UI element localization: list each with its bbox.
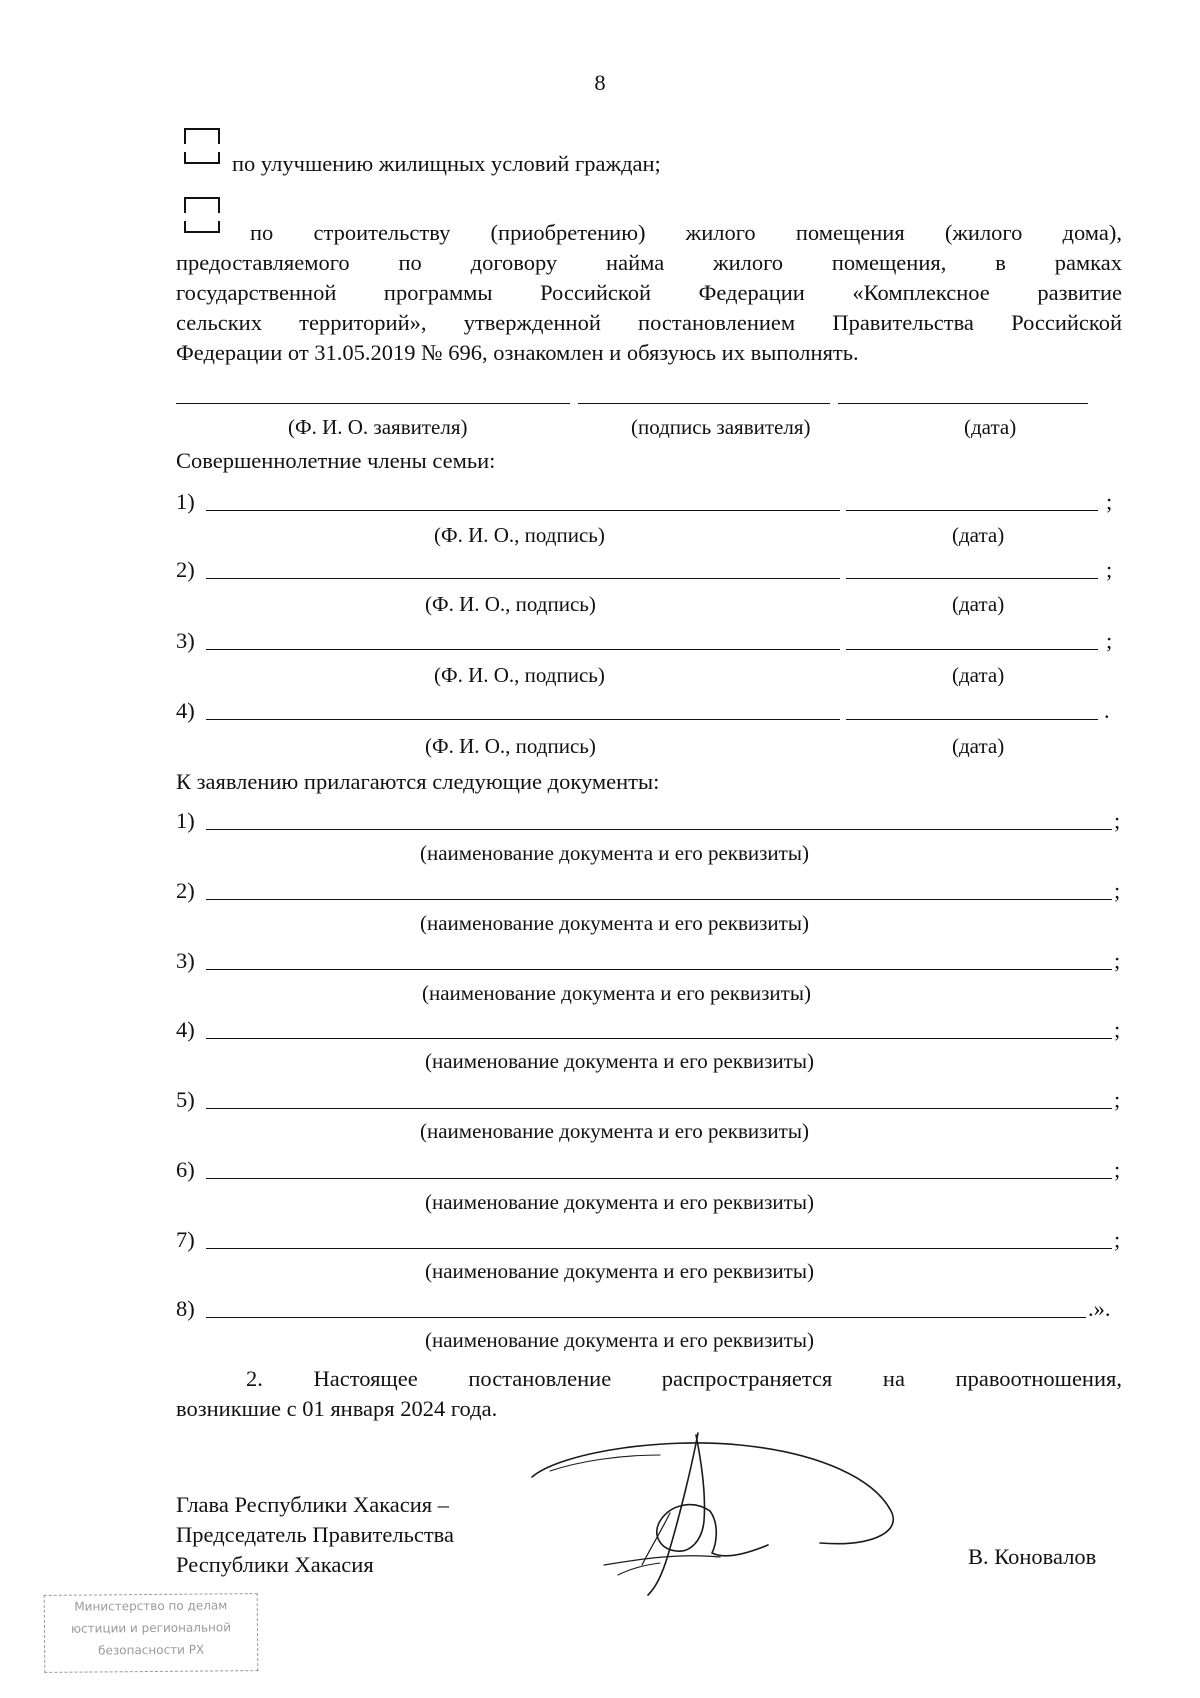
item-terminator: ;	[1114, 808, 1121, 833]
item-terminator: .».	[1088, 1296, 1111, 1321]
family-fio-caption: (Ф. И. О., подпись)	[425, 592, 596, 616]
item-terminator: ;	[1106, 628, 1113, 653]
item-number: 4)	[176, 1017, 195, 1042]
item-terminator: ;	[1106, 489, 1113, 514]
clause-2-line: 2. Настоящее постановление распространяется на правоотношения,	[246, 1366, 1122, 1391]
family-date-caption: (дата)	[952, 592, 1005, 616]
document-caption: (наименование документа и его реквизиты)	[422, 981, 811, 1005]
applicant-fio-caption: (Ф. И. О. заявителя)	[288, 415, 468, 439]
family-heading: Совершеннолетние члены семьи:	[176, 448, 496, 473]
family-date-line[interactable]	[846, 578, 1098, 579]
handwritten-signature	[520, 1425, 920, 1605]
paragraph-line: Федерации от 31.05.2019 № 696, ознакомлен и обязуюсь их выполнять.	[176, 340, 859, 365]
stamp-line: Министерство по делам	[74, 1598, 228, 1614]
document-line[interactable]	[206, 1038, 1112, 1039]
document-line[interactable]	[206, 1317, 1086, 1318]
document-line[interactable]	[206, 1248, 1112, 1249]
item-number: 8)	[176, 1296, 195, 1321]
document-line[interactable]	[206, 969, 1112, 970]
family-fio-caption: (Ф. И. О., подпись)	[425, 734, 596, 758]
item-terminator: ;	[1114, 1157, 1121, 1182]
paragraph-line: по строительству (приобретению) жилого помещения (жилого дома),	[250, 220, 1122, 245]
document-caption: (наименование документа и его реквизиты)	[425, 1049, 814, 1073]
item-number: 1)	[176, 489, 195, 514]
document-caption: (наименование документа и его реквизиты)	[420, 911, 809, 935]
applicant-signature-line[interactable]	[578, 403, 830, 404]
item-terminator: ;	[1114, 1087, 1121, 1112]
paragraph-line: предоставляемого по договору найма жилого помещения, в рамках	[176, 250, 1122, 275]
document-line[interactable]	[206, 899, 1112, 900]
applicant-date-caption: (дата)	[964, 415, 1017, 439]
document-caption: (наименование документа и его реквизиты)	[425, 1259, 814, 1283]
family-fio-line[interactable]	[206, 719, 840, 720]
document-line[interactable]	[206, 1108, 1112, 1109]
page-number: 8	[594, 70, 606, 95]
clause-2-line: возникшие с 01 января 2024 года.	[176, 1396, 498, 1421]
signatory-position-line: Председатель Правительства	[176, 1522, 454, 1547]
document-line[interactable]	[206, 1178, 1112, 1179]
family-date-caption: (дата)	[952, 663, 1005, 687]
family-date-line[interactable]	[846, 510, 1098, 511]
family-date-line[interactable]	[846, 719, 1098, 720]
checkbox-top-edge	[184, 128, 220, 144]
document-caption: (наименование документа и его реквизиты)	[420, 841, 809, 865]
item-terminator: ;	[1114, 878, 1121, 903]
family-date-caption: (дата)	[952, 523, 1005, 547]
applicant-date-line[interactable]	[838, 403, 1088, 404]
family-fio-caption: (Ф. И. О., подпись)	[434, 663, 605, 687]
document-line[interactable]	[206, 829, 1112, 830]
item-terminator: ;	[1106, 557, 1113, 582]
checkbox-bottom-edge	[184, 152, 220, 164]
signatory-name: В. Коновалов	[968, 1544, 1097, 1569]
checkbox-top-edge	[184, 197, 220, 213]
checkbox-item-text: по улучшению жилищных условий граждан;	[232, 151, 661, 176]
paragraph-line: сельских территорий», утвержденной постановлением Правительства Российской	[176, 310, 1122, 335]
family-date-caption: (дата)	[952, 734, 1005, 758]
item-terminator: .	[1104, 698, 1110, 723]
document-caption: (наименование документа и его реквизиты)	[425, 1328, 814, 1352]
document-caption: (наименование документа и его реквизиты)	[420, 1119, 809, 1143]
item-terminator: ;	[1114, 1017, 1121, 1042]
family-fio-line[interactable]	[206, 578, 840, 579]
applicant-signature-caption: (подпись заявителя)	[631, 415, 811, 439]
registration-stamp	[44, 1593, 259, 1673]
item-number: 1)	[176, 808, 195, 833]
item-number: 6)	[176, 1157, 195, 1182]
item-number: 2)	[176, 878, 195, 903]
stamp-line: безопасности РХ	[98, 1642, 205, 1658]
applicant-fio-line[interactable]	[176, 403, 570, 404]
item-number: 3)	[176, 948, 195, 973]
family-date-line[interactable]	[846, 649, 1098, 650]
item-terminator: ;	[1114, 948, 1121, 973]
document-caption: (наименование документа и его реквизиты)	[425, 1190, 814, 1214]
family-fio-line[interactable]	[206, 510, 840, 511]
item-terminator: ;	[1114, 1227, 1121, 1252]
checkbox-bottom-edge	[184, 221, 220, 233]
family-fio-caption: (Ф. И. О., подпись)	[434, 523, 605, 547]
stamp-line: юстиции и региональной	[70, 1620, 232, 1636]
item-number: 2)	[176, 557, 195, 582]
signatory-position-line: Глава Республики Хакасия –	[176, 1492, 450, 1517]
family-fio-line[interactable]	[206, 649, 840, 650]
item-number: 4)	[176, 698, 195, 723]
item-number: 3)	[176, 628, 195, 653]
item-number: 7)	[176, 1227, 195, 1252]
signatory-position-line: Республики Хакасия	[176, 1552, 374, 1577]
item-number: 5)	[176, 1087, 195, 1112]
documents-heading: К заявлению прилагаются следующие документы:	[176, 769, 660, 794]
paragraph-line: государственной программы Российской Федерации «Комплексное развитие	[176, 280, 1122, 305]
